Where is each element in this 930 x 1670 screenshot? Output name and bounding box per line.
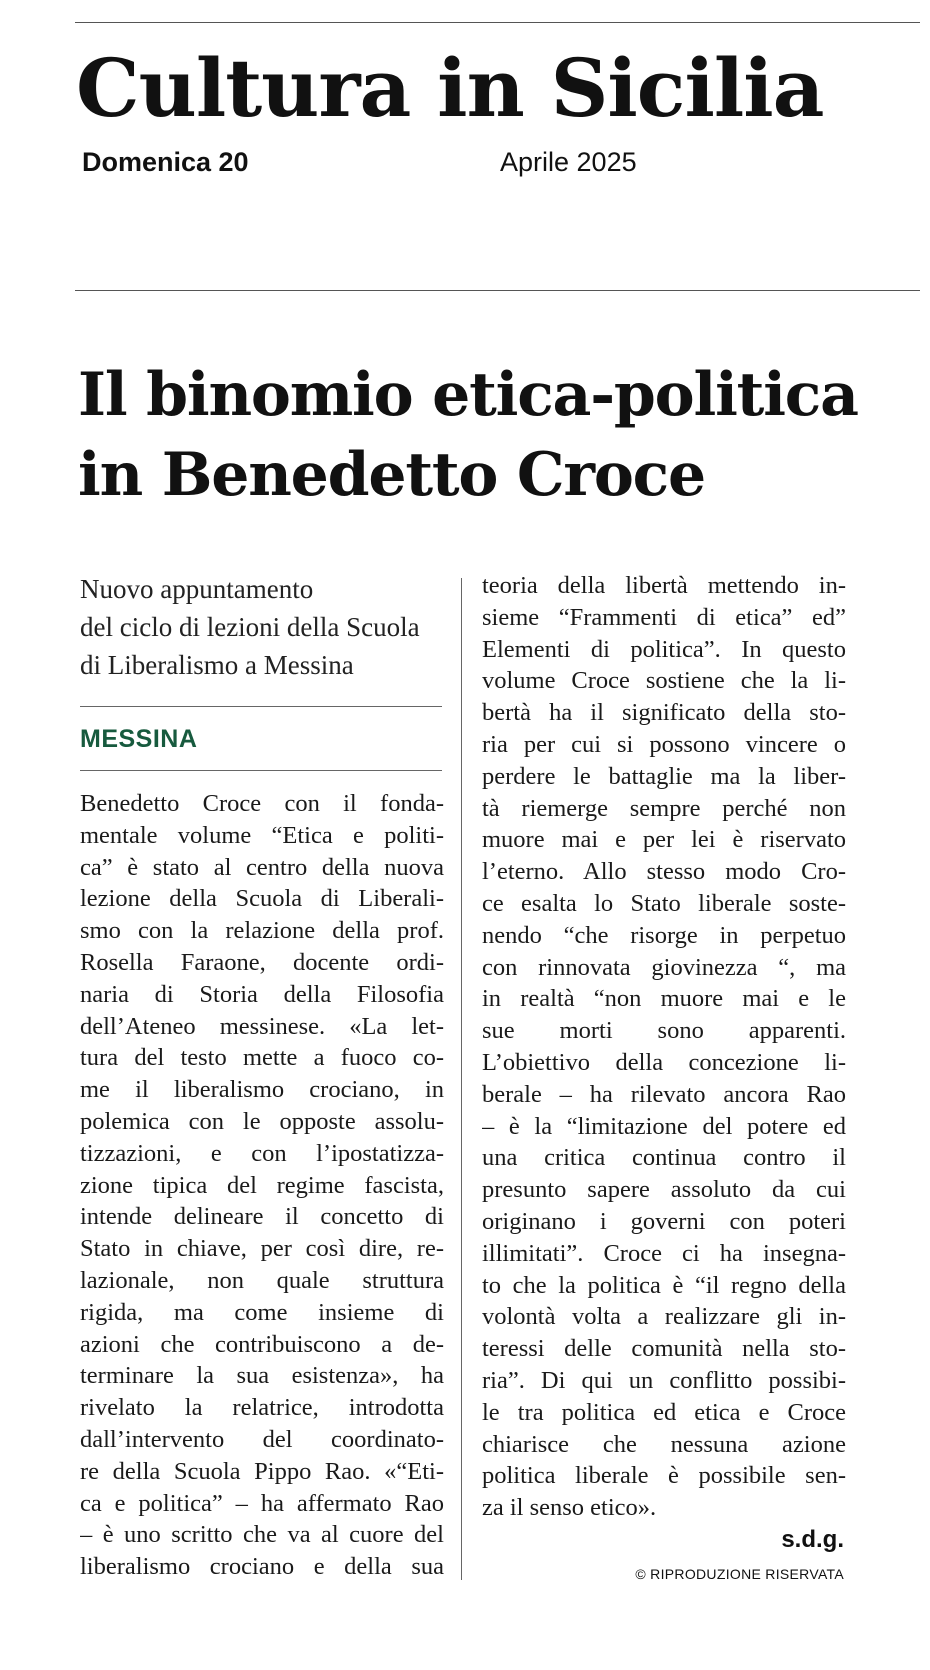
column-divider [461, 578, 462, 1580]
location-top-rule [80, 706, 442, 707]
issue-month-year: Aprile 2025 [500, 147, 637, 177]
body-text-line: mentale volume “Etica e politi- [80, 821, 444, 849]
body-text-line: Stato in chiave, per così dire, re- [80, 1235, 444, 1263]
body-text-line: to che la politica è “il regno della [482, 1271, 846, 1299]
subtitle-line: di Liberalismo a Messina [80, 650, 354, 680]
body-text-line: re della Scuola Pippo Rao. «“Eti- [80, 1457, 444, 1485]
body-text-line: tà riemerge sempre perché non [482, 794, 846, 822]
body-text-line: lazionale, non quale struttura [80, 1266, 444, 1294]
body-text-line: sue morti sono apparenti. [482, 1017, 846, 1045]
body-text-line: con rinnovata giovinezza “, ma [482, 953, 846, 981]
body-text-line: volontà volta a realizzare gli in- [482, 1303, 846, 1331]
body-text-line: l’eterno. Allo stesso modo Cro- [482, 858, 846, 886]
body-text-line: perdere le battaglie ma la liber- [482, 762, 846, 790]
body-text-line: tura del testo mette a fuoco co- [80, 1044, 444, 1072]
body-text-line: illimitati”. Croce ci ha insegna- [482, 1239, 846, 1267]
body-text-line: dall’intervento del coordinato- [80, 1425, 444, 1453]
body-text-line: presunto sapere assoluto da cui [482, 1176, 846, 1204]
body-text-line: polemica con le opposte assolu- [80, 1107, 444, 1135]
article-body-column-2 [482, 570, 846, 1524]
body-text-line: lezione della Scuola di Liberali- [80, 885, 444, 913]
article-subtitle [80, 570, 450, 684]
body-text-line: rigida, ma come insieme di [80, 1298, 444, 1326]
dateline-location: MESSINA [80, 725, 198, 753]
body-text-line: bertà ha il significato della sto- [482, 699, 846, 727]
body-text-line: teoria della libertà mettendo in- [482, 572, 846, 599]
body-text-line: zione tipica del regime fascista, [80, 1171, 444, 1199]
body-text-line: azioni che contribuiscono a de- [80, 1330, 444, 1358]
body-text-line: sieme “Frammenti di etica” ed” [482, 603, 846, 631]
article-body-column-1 [80, 788, 444, 1583]
body-text-line: nendo “che risorge in perpetuo [482, 921, 846, 949]
author-signature: s.d.g. [781, 1526, 844, 1553]
masthead-bottom-rule [75, 290, 920, 291]
copyright-notice: © RIPRODUZIONE RISERVATA [635, 1566, 844, 1582]
body-text-line: Elementi di politica”. In questo [482, 635, 846, 663]
body-text-line: tizzazioni, e con l’ipostatizza- [80, 1139, 444, 1167]
body-text-line: ce esalta lo Stato liberale soste- [482, 889, 846, 917]
body-text-line: Benedetto Croce con il fonda- [80, 790, 444, 817]
location-bottom-rule [80, 770, 442, 771]
body-text-line: chiarisce che nessuna azione [482, 1430, 846, 1458]
body-text-line: originano i governi con poteri [482, 1207, 846, 1235]
body-text-line: intende delineare il concetto di [80, 1203, 444, 1231]
body-text-line: rivelato la relatrice, introdotta [80, 1394, 444, 1422]
body-text-line: terminare la sua esistenza», ha [80, 1362, 444, 1390]
body-text-line: L’obiettivo della concezione li- [482, 1048, 846, 1076]
body-text-line: smo con la relazione della prof. [80, 917, 444, 945]
subtitle-line: del ciclo di lezioni della Scuola [80, 612, 420, 642]
body-text-line: muore mai e per lei è riservato [482, 826, 846, 854]
body-text-line: ria”. Di qui un conflitto possibi- [482, 1366, 846, 1394]
body-text-line: volume Croce sostiene che la li- [482, 667, 846, 695]
body-text-line: – è uno scritto che va al cuore del [80, 1521, 444, 1549]
headline-line: Il binomio etica-politica [78, 360, 858, 430]
body-text-line: le tra politica ed etica e Croce [482, 1398, 846, 1426]
issue-day: Domenica 20 [82, 147, 249, 177]
body-text-line: liberalismo crociano e della sua [80, 1553, 444, 1581]
body-text-line: za il senso etico». [482, 1494, 657, 1522]
subtitle-line: Nuovo appuntamento [80, 574, 314, 604]
headline-line: in Benedetto Croce [78, 440, 705, 510]
body-text-line: politica liberale è possibile sen- [482, 1462, 846, 1490]
masthead-top-rule [75, 22, 920, 23]
body-text-line: teressi delle comunità nella sto- [482, 1335, 846, 1363]
body-text-line: in realtà “non muore mai e le [482, 985, 846, 1013]
article-headline [78, 355, 858, 515]
body-text-line: ca e politica” – ha affermato Rao [80, 1489, 444, 1517]
section-title: Cultura in Sicilia [76, 41, 824, 135]
body-text-line: Rosella Faraone, docente ordi- [80, 948, 444, 976]
body-text-line: – è la “limitazione del potere ed [482, 1112, 846, 1140]
body-text-line: una critica continua contro il [482, 1144, 846, 1172]
body-text-line: dell’Ateneo messinese. «La let- [80, 1012, 444, 1040]
body-text-line: berale – ha rilevato ancora Rao [482, 1080, 846, 1108]
body-text-line: ca” è stato al centro della nuova [80, 853, 444, 881]
body-text-line: naria di Storia della Filosofia [80, 980, 444, 1008]
body-text-line: me il liberalismo crociano, in [80, 1076, 444, 1104]
body-text-line: ria per cui si possono vincere o [482, 730, 846, 758]
